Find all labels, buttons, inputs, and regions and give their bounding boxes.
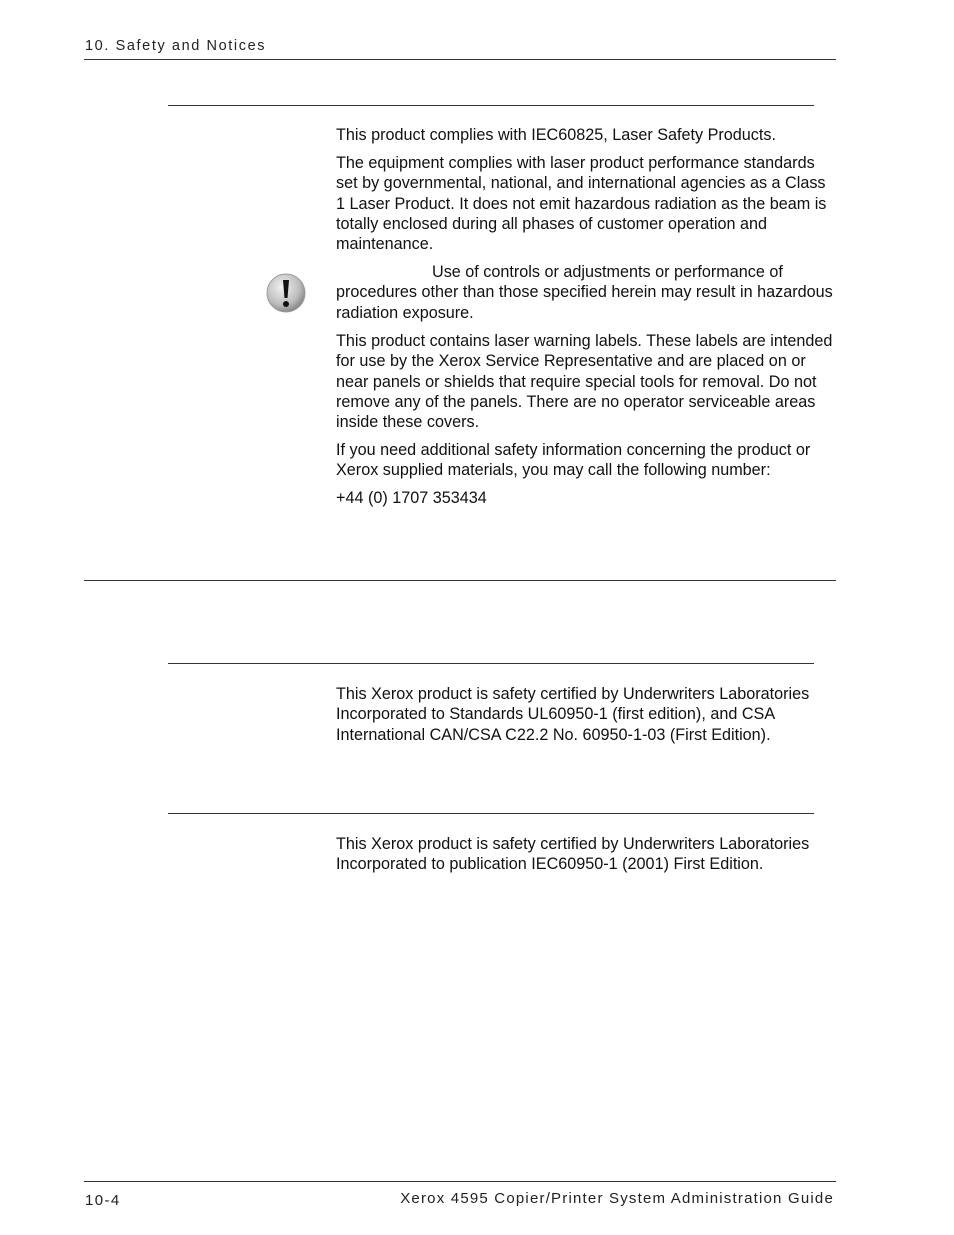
iec-certification-paragraph: This Xerox product is safety certified by Underwriters Laboratories Incorporated to publication IEC60950-1 (2001) First Edition. <box>336 835 810 874</box>
ul-certification-paragraph: This Xerox product is safety certified by Underwriters Laboratories Incorporated to Standards UL60950-1 (first edition), and CSA International CAN/CSA C22.2 No. 60950-1-03 (First Edition). <box>336 685 810 744</box>
laser-warning-text: Use of controls or adjustments or performance of procedures other than those specified herein may result in hazardous radiation exposure. <box>336 263 833 322</box>
footer-rule <box>84 1181 836 1182</box>
laser-phone-number: +44 (0) 1707 353434 <box>336 489 487 507</box>
laser-warning-paragraph <box>336 262 836 323</box>
laser-paragraph-2: The equipment complies with laser product performance standards set by governmental, national, and international agencies as a Class 1 Laser Product. It does not emit hazardous radiation as the beam is totally enclosed during all phases of customer operation and maintenance. <box>336 154 827 254</box>
section-rule-ul <box>168 663 814 664</box>
section-rule-laser <box>168 105 814 106</box>
chapter-divider-rule <box>84 580 836 581</box>
laser-paragraph-3: This product contains laser warning labels. These labels are intended for use by the Xerox Service Representative and are placed on or near panels or shields that require special tools for removal. Do not remove any of the panels. There are no operator serviceable areas inside these covers. <box>336 332 833 432</box>
guide-title: Xerox 4595 Copier/Printer System Administration Guide <box>400 1190 834 1207</box>
header-rule <box>84 59 836 60</box>
laser-paragraph-1: This product complies with IEC60825, Laser Safety Products. <box>336 126 776 144</box>
exclamation-warning-icon <box>266 273 306 313</box>
page-header-title: 10. Safety and Notices <box>85 38 267 54</box>
laser-paragraph-4: If you need additional safety information concerning the product or Xerox supplied materials, you may call the following number: <box>336 441 811 480</box>
page-number: 10-4 <box>85 1192 121 1209</box>
section-rule-iec <box>168 813 814 814</box>
